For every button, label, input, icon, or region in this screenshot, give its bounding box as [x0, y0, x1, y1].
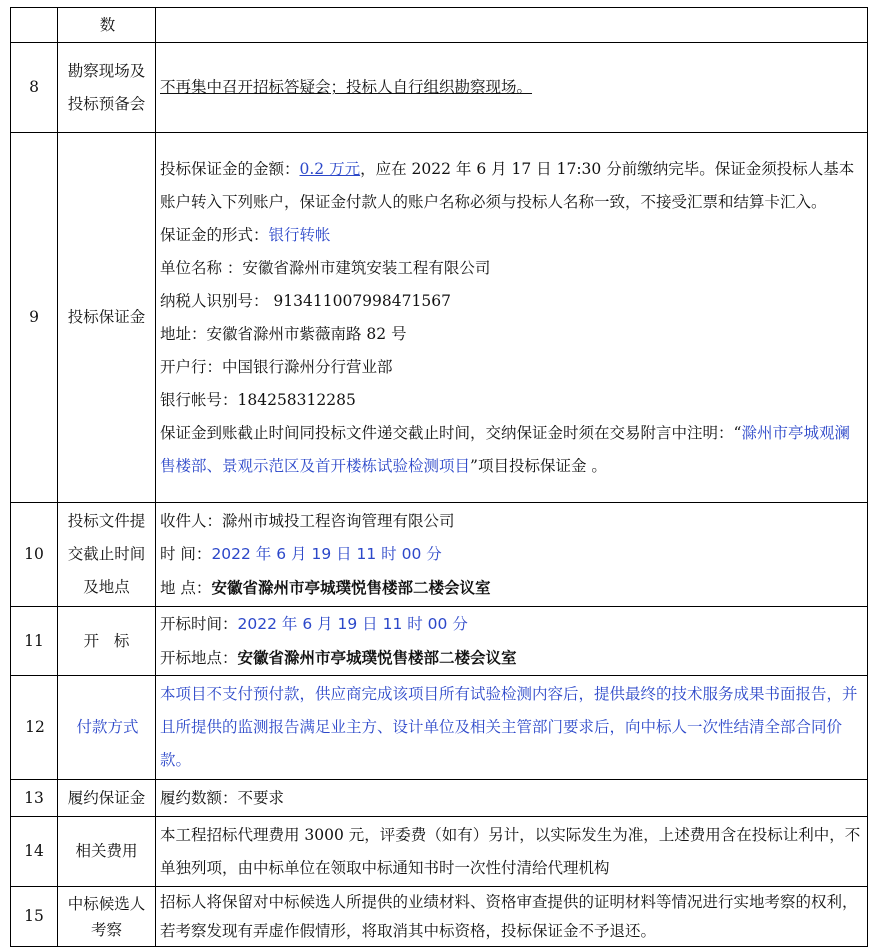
bond-form: [160, 219, 865, 252]
table-row: [11, 43, 868, 133]
table-row: [11, 8, 868, 43]
label: 时 间：: [160, 544, 212, 563]
text: 投标保证金的金额：: [160, 159, 300, 178]
bond-note: [160, 417, 865, 483]
row-label: 履约保证金: [58, 780, 156, 817]
row-content: 履约数额：不要求: [156, 780, 868, 817]
bank-account: 银行帐号：184258312285: [160, 390, 356, 409]
row-label-line: 考察: [90, 920, 122, 939]
row-content: [156, 43, 868, 133]
row-number: 14: [11, 817, 58, 887]
row-label: 投标保证金: [58, 133, 156, 503]
label: 开标地点：: [160, 648, 238, 667]
row-label-line: 中标候选人: [67, 894, 146, 913]
bond-amount: 0.2 万元: [299, 159, 361, 178]
row-content: 招标人将保留对中标候选人所提供的业绩材料、资格审查提供的证明材料等情况进行实地考察的权利，若考察发现有弄虚作假情形，将取消其中标资格，投标保证金不予退还。: [156, 887, 868, 947]
row-label: [58, 43, 156, 133]
row-content: [156, 133, 868, 503]
opening-time: [160, 608, 865, 641]
receiver: 收件人：滁州市城投工程咨询管理有限公司: [160, 511, 455, 530]
row-label: 开 标: [58, 607, 156, 676]
text: ，应在 2022 年 6 月 17 日 17:30 分前缴纳完毕。保证金须投标人基本账户转入下列账户，保证金付款人的账户名称必须与投标人名称一致，不接受汇票和结算卡汇入。: [160, 159, 855, 211]
table-row: [11, 503, 868, 607]
opening-time-value: 2022 年 6 月 19 日 11 时 00 分: [237, 614, 468, 633]
row-number: 15: [11, 887, 58, 947]
table-row: [11, 133, 868, 503]
deadline-value: 2022 年 6 月 19 日 11 时 00 分: [211, 544, 442, 563]
row-number: 11: [11, 607, 58, 676]
table-row: [11, 607, 868, 676]
opening-place: [160, 641, 865, 675]
table-row: [11, 780, 868, 817]
row-label-line: 交截止时间: [67, 545, 146, 563]
label: 开标时间：: [160, 614, 238, 633]
text: ”项目投标保证金 。: [470, 456, 607, 475]
address: 地址：安徽省滁州市紫薇南路 82 号: [160, 324, 407, 343]
table-row: [11, 676, 868, 780]
row-label-line: 投标文件提: [67, 512, 146, 530]
row-number: 13: [11, 780, 58, 817]
table-row: [11, 887, 868, 947]
row-label-line: 投标预备会: [67, 94, 146, 113]
row-label-line: 及地点: [83, 578, 130, 596]
bank-name: 开户行：中国银行滁州分行营业部: [160, 357, 393, 376]
row-number: 12: [11, 676, 58, 780]
row-content: [156, 8, 868, 43]
text: 保证金到账截止时间同投标文件递交截止时间，交纳保证金时须在交易附言中注明：“: [160, 423, 742, 442]
row-content: 本项目不支付预付款，供应商完成该项目所有试验检测内容后，提供最终的技术服务成果书面报告，并且所提供的监测报告满足业主方、设计单位及相关主管部门要求后，向中标人一次性结清全部合同价款。: [156, 676, 868, 780]
bond-form-value: 银行转帐: [268, 225, 331, 244]
label: 地 点：: [160, 578, 212, 597]
row-label: 相关费用: [58, 817, 156, 887]
row-label-line: 勘察现场及: [67, 61, 146, 80]
row-number: 10: [11, 503, 58, 607]
row-number: 9: [11, 133, 58, 503]
tax-id: 纳税人识别号： 913411007998471567: [160, 291, 451, 310]
location-value: 安徽省滁州市亭城璞悦售楼部二楼会议室: [211, 577, 491, 597]
row-number: [11, 8, 58, 43]
table-row: [11, 817, 868, 887]
bond-amount-paragraph: [160, 153, 865, 219]
tender-info-table: [10, 7, 868, 947]
row-label: [58, 503, 156, 607]
row-content: [156, 503, 868, 607]
label: 保证金的形式：: [160, 225, 269, 244]
project-name: 滁州市亭城观澜售楼部、景观示范区及首开楼栋试验检测项目: [160, 423, 850, 475]
location: [160, 571, 865, 605]
opening-place-value: 安徽省滁州市亭城璞悦售楼部二楼会议室: [237, 647, 517, 667]
row-label: 数: [58, 8, 156, 43]
row-number: 8: [11, 43, 58, 133]
deadline: [160, 538, 865, 571]
survey-note: 不再集中召开招标答疑会；投标人自行组织勘察现场。: [160, 78, 533, 96]
row-label: [58, 887, 156, 947]
unit-name: 单位名称 ：安徽省滁州市建筑安装工程有限公司: [160, 258, 491, 277]
row-content: 本工程招标代理费用 3000 元，评委费（如有）另计，以实际发生为准，上述费用含在投标让利中，不单独列项，由中标单位在领取中标通知书时一次性付清给代理机构: [156, 817, 868, 887]
row-label: 付款方式: [58, 676, 156, 780]
row-content: [156, 607, 868, 676]
